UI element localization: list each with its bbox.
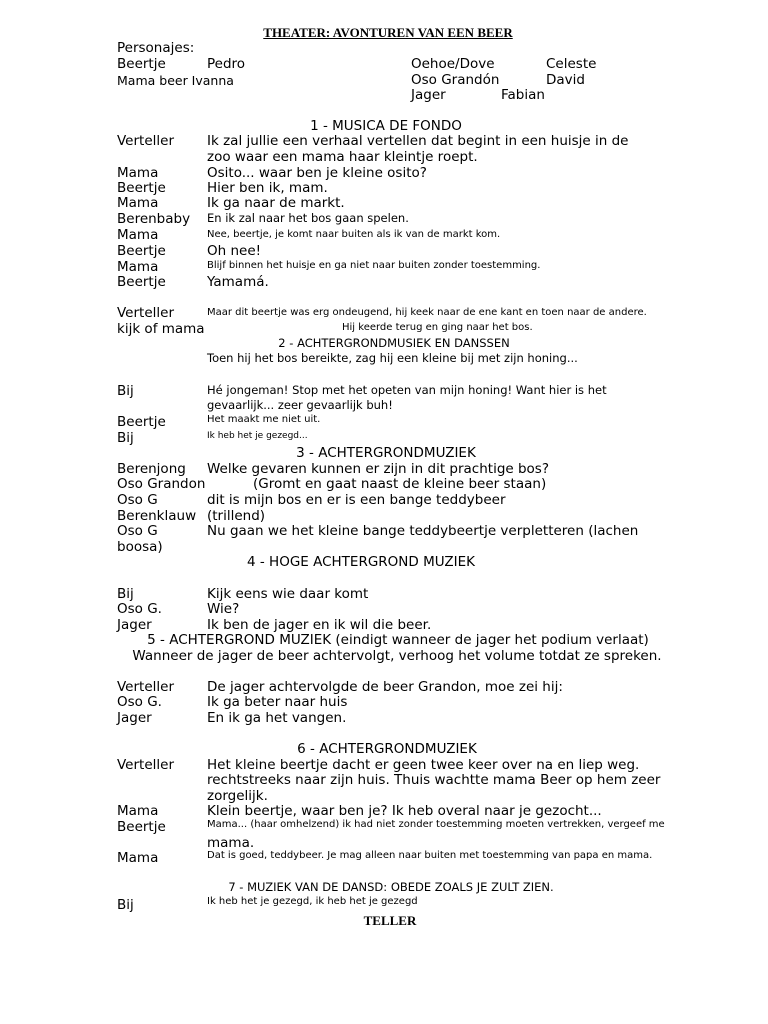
scene-heading: 6 - ACHTERGRONDMUZIEK xyxy=(297,741,477,757)
dialogue: Ik zal jullie een verhaal vertellen dat begint in een huisje in de xyxy=(207,133,629,149)
cast-name: Pedro xyxy=(207,56,246,72)
cast-name: Fabian xyxy=(501,87,545,103)
dialogue: zoo waar een mama haar kleintje roept. xyxy=(207,149,478,165)
speaker: Oso G. xyxy=(117,601,162,617)
cast-name: Oso Grandón xyxy=(411,72,500,88)
dialogue: Maar dit beertje was erg ondeugend, hij keek naar de ene kant en toen naar de andere. xyxy=(207,307,647,318)
speaker: Oso G xyxy=(117,523,158,539)
dialogue: rechtstreeks naar zijn huis. Thuis wachtte mama Beer op hem zeer xyxy=(207,772,661,788)
dialogue: Yamamá. xyxy=(207,274,269,290)
dialogue: Dat is goed, teddybeer. Je mag alleen naar buiten met toestemming van papa en mama. xyxy=(207,850,653,861)
dialogue: Toen hij het bos bereikte, zag hij een kleine bij met zijn honing... xyxy=(207,351,578,365)
speaker: Beertje xyxy=(117,414,166,430)
speaker: Beertje xyxy=(117,274,166,290)
cast-name: Celeste xyxy=(546,56,597,72)
speaker: Bij xyxy=(117,383,134,399)
dialogue: En ik zal naar het bos gaan spelen. xyxy=(207,211,409,225)
speaker: kijk of mama xyxy=(117,321,205,337)
speaker: Bij xyxy=(117,897,134,913)
speaker: Berenklauw xyxy=(117,508,197,524)
dialogue: dit is mijn bos en er is een bange teddybeer xyxy=(207,492,506,508)
dialogue: Hé jongeman! Stop met het opeten van mijn honing! Want hier is het xyxy=(207,383,607,397)
speaker: Verteller xyxy=(117,757,174,773)
footer-heading: TELLER xyxy=(363,913,417,928)
cast-name: Jager xyxy=(411,87,446,103)
dialogue: Mama... (haar omhelzend) ik had niet zonder toestemming moeten vertrekken, vergeef me xyxy=(207,819,665,830)
cast-heading: Personajes: xyxy=(117,40,195,56)
speaker: Mama xyxy=(117,850,159,866)
dialogue: Welke gevaren kunnen er zijn in dit prachtige bos? xyxy=(207,461,550,477)
dialogue: gevaarlijk... zeer gevaarlijk buh! xyxy=(207,398,393,412)
speaker: Beertje xyxy=(117,243,166,259)
speaker: Mama xyxy=(117,195,159,211)
speaker: boosa) xyxy=(117,539,163,555)
speaker: Berenjong xyxy=(117,461,186,477)
speaker: Mama xyxy=(117,259,159,275)
speaker: Bij xyxy=(117,586,134,602)
scene-heading: 3 - ACHTERGRONDMUZIEK xyxy=(296,445,476,461)
speaker: Mama xyxy=(117,227,159,243)
dialogue: Wie? xyxy=(207,601,240,617)
stage-direction: Wanneer de jager de beer achtervolgt, verhoog het volume totdat ze spreken. xyxy=(132,648,662,664)
dialogue: De jager achtervolgde de beer Grandon, moe zei hij: xyxy=(207,679,563,695)
dialogue: Ik ben de jager en ik wil die beer. xyxy=(207,617,432,633)
dialogue: (Gromt en gaat naast de kleine beer staan) xyxy=(253,476,547,492)
scene-heading: 1 - MUSICA DE FONDO xyxy=(310,118,462,134)
dialogue: Klein beertje, waar ben je? Ik heb overal naar je gezocht... xyxy=(207,803,602,819)
dialogue: Kijk eens wie daar komt xyxy=(207,586,369,602)
speaker: Berenbaby xyxy=(117,211,191,227)
dialogue: En ik ga het vangen. xyxy=(207,710,347,726)
dialogue: Blijf binnen het huisje en ga niet naar buiten zonder toestemming. xyxy=(207,260,541,271)
cast-name: Oehoe/Dove xyxy=(411,56,495,72)
cast-name: Beertje xyxy=(117,56,166,72)
speaker: Jager xyxy=(117,617,152,633)
dialogue: Het maakt me niet uit. xyxy=(207,414,321,425)
dialogue: Het kleine beertje dacht er geen twee keer over na en liep weg. xyxy=(207,757,640,773)
speaker: Bij xyxy=(117,430,134,446)
cast-name: Mama beer Ivanna xyxy=(117,73,234,88)
speaker: Verteller xyxy=(117,679,174,695)
scene-heading: 2 - ACHTERGRONDMUSIEK EN DANSSEN xyxy=(278,336,510,350)
dialogue: Oh nee! xyxy=(207,243,262,259)
speaker: Mama xyxy=(117,803,159,819)
dialogue: zorgelijk. xyxy=(207,788,268,804)
scene-heading: 7 - MUZIEK VAN DE DANSD: OBEDE ZOALS JE ZULT ZIEN. xyxy=(228,880,554,894)
dialogue: Ik ga naar de markt. xyxy=(207,195,345,211)
dialogue: (trillend) xyxy=(207,508,266,524)
scene-heading: 5 - ACHTERGROND MUZIEK (eindigt wanneer de jager het podium verlaat) xyxy=(147,632,649,648)
speaker: Jager xyxy=(117,710,152,726)
dialogue: Hier ben ik, mam. xyxy=(207,180,328,196)
dialogue: Ik heb het je gezegd... xyxy=(207,431,308,441)
speaker: Oso Grandon xyxy=(117,476,206,492)
cast-name: David xyxy=(546,72,585,88)
page-title: THEATER: AVONTUREN VAN EEN BEER xyxy=(263,25,513,40)
speaker: Beertje xyxy=(117,819,166,835)
dialogue: mama. xyxy=(207,835,255,851)
speaker: Oso G xyxy=(117,492,158,508)
dialogue: Ik heb het je gezegd, ik heb het je gezegd xyxy=(207,896,418,907)
speaker: Verteller xyxy=(117,133,174,149)
speaker: Mama xyxy=(117,165,159,181)
dialogue: Osito... waar ben je kleine osito? xyxy=(207,165,427,181)
speaker: Oso G. xyxy=(117,694,162,710)
dialogue: Nee, beertje, je komt naar buiten als ik van de markt kom. xyxy=(207,229,501,240)
scene-heading: 4 - HOGE ACHTERGROND MUZIEK xyxy=(247,554,475,570)
dialogue: Ik ga beter naar huis xyxy=(207,694,348,710)
dialogue: Hij keerde terug en ging naar het bos. xyxy=(342,322,533,333)
dialogue: Nu gaan we het kleine bange teddybeertje verpletteren (lachen xyxy=(207,523,639,539)
speaker: Beertje xyxy=(117,180,166,196)
speaker: Verteller xyxy=(117,305,174,321)
